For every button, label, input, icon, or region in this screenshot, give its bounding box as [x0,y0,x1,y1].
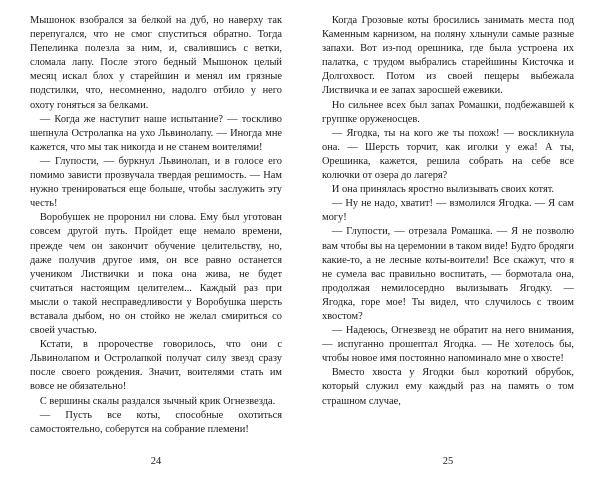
left-paragraph-6: С вершины скалы раздался зычный крик Огнезвезда. [39,395,276,407]
right-page-number: 25 [442,456,454,467]
right-paragraph-4: И она принялась яростно вылизывать своих котят. [331,184,555,196]
right-page [322,14,574,444]
left-paragraph-5: Кстати, в пророчестве говорилось, что они с Львинолапом и Остролапкой получат силу звезд сразу после своего рождения. Значит, воителями стать им вовсе не обязательно! [30,339,282,393]
left-page [30,14,282,444]
left-paragraph-2: — Когда же наступит наше испытание? — тоскливо шепнула Остролапка на ухо Львинолапу. — Иногда мне кажется, что мы так никогда и не станем воителями! [30,113,282,153]
left-paragraph-1: Мышонок взобрался за белкой на дуб, но наверху так перепугался, что не смог спуститься обратно. Тогда Пепелинка полезла за ним, и, свалившись с ветки, сломала лапу. После этого бедный Мышонок целый месяц искал блох у старейшин и менял им грязные подстилки, что, несомненно, надолго отбило у него охоту гоняться за белками. [30,15,282,111]
left-paragraph-3: — Глупости, — буркнул Львинолап, и в голосе его помимо зависти прозвучала твердая решимость. — Нам нужно тренироваться еще больше, чтобы заслужить эту честь! [30,155,282,210]
right-paragraph-2: Но сильнее всех был запах Ромашки, подбежавшей к группке оруженосцев. [322,99,574,125]
right-paragraph-1: Когда Грозовые коты бросились занимать места под Каменным карнизом, на поляну хлынули самые разные запахи. Вот из-под орешника, где была устроена их палатка, с трудом выбрались старейшины Кисточка и Долгохвост. Потом из своей пещеры выбежала Листвичка и ее запах заросшей ежевики. [322,15,574,97]
left-paragraph-4: Воробушек не проронил ни слова. Ему был уготован совсем другой путь. Пройдет еще немало времени, прежде чем он закончит обучение целительству, но, даже получив другое имя, он все равно останется учеником Листвички и пока она жива, не будет считаться настоящим целителем... Каждый раз при мысли о такой несправедливости у Воробушка шерсть вставала дыбом, но он стойко не желал смириться со своей участью. [30,212,282,337]
left-paragraph-7: — Пусть все коты, способные охотиться самостоятельно, соберутся на собрание племени! [30,409,282,435]
right-paragraph-8: Вместо хвоста у Ягодки был короткий обрубок, который служил ему каждый раз на память о том страшном случае, [322,367,574,407]
right-paragraph-5: — Ну не надо, хватит! — взмолился Ягодка. — Я сам могу! [322,198,574,224]
right-paragraph-3: — Ягодка, ты на кого же ты похож! — воскликнула она. — Шерсть торчит, как иголки у ежа! А ты, Орешинка, кажется, решила собрать на себе все колючки от озера до лагеря? [322,127,574,182]
right-paragraph-6: — Глупости, — отрезала Ромашка. — Я не позволю вам чтобы вы на церемонии в таком виде! Будто бродяги какие-то, а не лесные коты-воители! Все скажут, что я не сумела вас правильно воспитать, — бормотала она, продолжая немилосердно вылизывать Ягодку. — Ягодка, горе мое! Ты видел, что случилось с твоим хвостом? [322,226,574,322]
left-page-number: 24 [150,456,162,467]
right-paragraph-7: — Надеюсь, Огнезвезд не обратит на него внимания, — испуганно прошептал Ягодка. — Не хотелось бы, чтобы новое имя постоянно напоминало мне о хвосте! [322,325,574,365]
